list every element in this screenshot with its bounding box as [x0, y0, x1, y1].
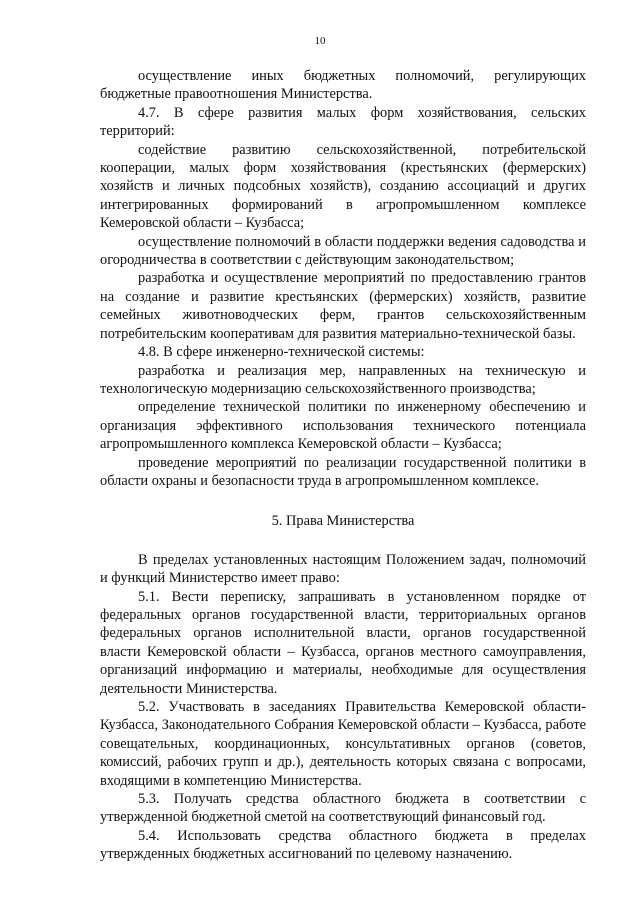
- paragraph: 5.3. Получать средства областного бюджета в соответствии с утвержденной бюджетной сметой на соответствующий финансовый год.: [100, 791, 586, 826]
- paragraph: содействие развитию сельскохозяйственной, потребительской кооперации, малых форм хозяйствования (крестьянских (фермерских) хозяйств и личных подсобных хозяйств), созданию ассоциаций и других интегрированных формирований в агропромышленном комплексе Кемеровской области – Кузбасса;: [100, 141, 586, 232]
- paragraph: 4.8. В сфере инженерно-технической системы:: [138, 344, 425, 361]
- paragraph: В пределах установленных настоящим Положением задач, полномочий и функций Министерство имеет право:: [100, 551, 586, 587]
- paragraph: определение технической политики по инженерному обеспечению и организация эффективного использования технического потенциала агропромышленного комплекса Кемеровской области – Кузбасса;: [100, 399, 586, 453]
- paragraph: 4.7. В сфере развития малых форм хозяйствования, сельских территорий:: [100, 104, 586, 140]
- section-title: 5. Права Министерства: [271, 513, 415, 530]
- paragraph: 5.1. Вести переписку, запрашивать в установленном порядке от федеральных органов государственной власти, территориальных органов федеральных органов исполнительной власти, органов государственной власти Кемеровской области – Кузбасса, органов местного самоуправления, организаций информацию и материалы, необходимые для осуществления деятельности Министерства.: [100, 588, 586, 697]
- document-body: [100, 67, 586, 864]
- paragraph: 5.4. Использовать средства областного бюджета в пределах утвержденных бюджетных ассигнований по целевому назначению.: [100, 827, 586, 863]
- paragraph: разработка и осуществление мероприятий по предоставлению грантов на создание и развитие крестьянских (фермерских) хозяйств, развитие семейных животноводческих ферм, грантов сельскохозяйственным потребительским кооперативам для развития материально-технической базы.: [100, 270, 586, 342]
- paragraph: 5.2. Участвовать в заседаниях Правительства Кемеровской области-Кузбасса, Законодательного Собрания Кемеровской области – Кузбасса, работе совещательных, координационных, консультативных органов (советов, комиссий, рабочих групп и др.), деятельность которых связана с вопросами, входящими в компетенцию Министерства.: [100, 699, 586, 789]
- paragraph: осуществление иных бюджетных полномочий, регулирующих бюджетные правоотношения Министерства.: [100, 68, 586, 103]
- paragraph: разработка и реализация мер, направленных на техническую и технологическую модернизацию сельскохозяйственного производства;: [100, 362, 586, 397]
- page-number: 10: [314, 35, 326, 47]
- paragraph: осуществление полномочий в области поддержки ведения садоводства и огородничества в соответствии с действующим законодательством;: [100, 233, 586, 269]
- paragraph: проведение мероприятий по реализации государственной политики в области охраны и безопасности труда в агропромышленном комплексе.: [100, 454, 586, 489]
